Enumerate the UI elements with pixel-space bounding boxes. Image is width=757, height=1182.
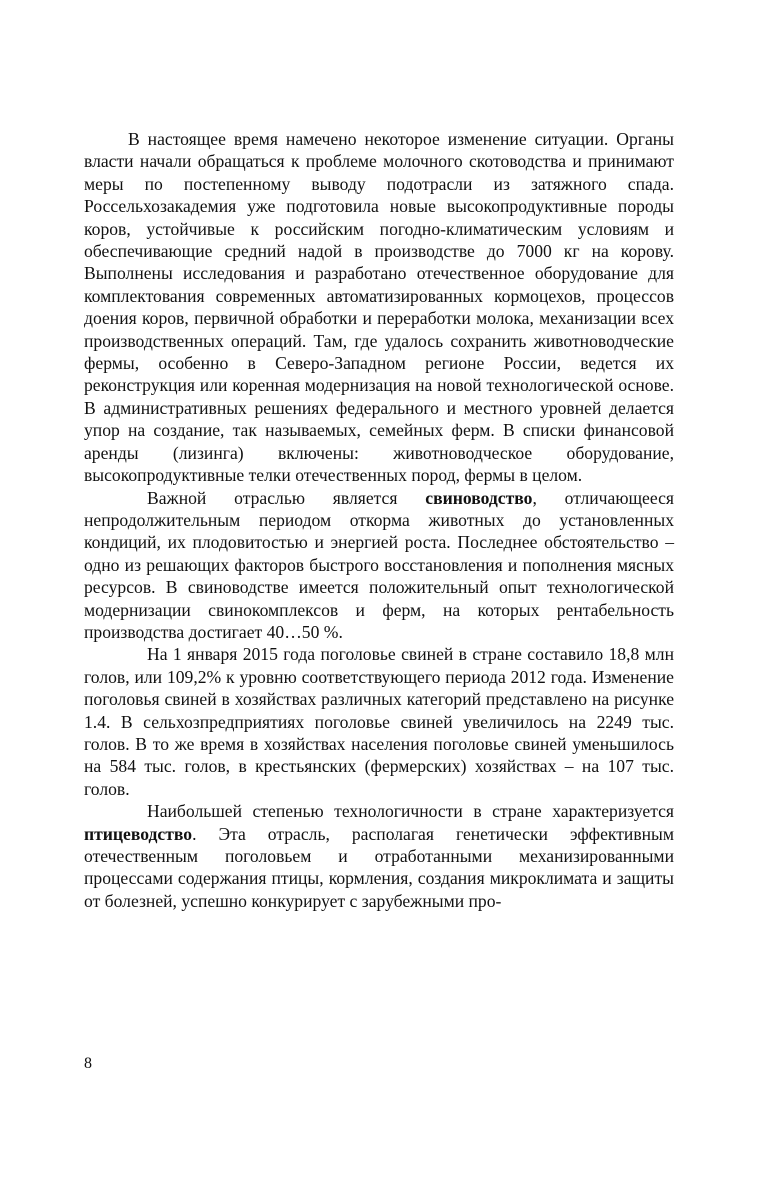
page-number: 8 (84, 1055, 92, 1072)
paragraph-text: Важной отраслью является (147, 487, 426, 508)
bold-term-svinovodstvo: свиноводство (425, 487, 533, 508)
bold-term-ptitsevodstvo: птицеводство (84, 823, 193, 844)
paragraph-pig-farming (84, 487, 674, 644)
paragraph-dairy-farming (84, 128, 674, 487)
paragraph-pig-stock (84, 643, 674, 800)
paragraph-text: , отличающееся непродолжительным периодом откорма животных до установленных кондиций, их плодовитостью и энергией роста. Последнее обстоятельство – одно из решающих факторов быстрого восстановления и пополнения мясных ресурсов. В свиноводстве имеется положительный опыт технологической модернизации свинокомплексов и ферм, на которых рентабельность производства достигает 40…50 %. (84, 487, 674, 642)
body-text (84, 128, 674, 912)
paragraph-text: Наибольшей степенью технологичности в стране характеризуется (147, 801, 674, 822)
paragraph-poultry-farming (84, 800, 674, 912)
paragraph-text: На 1 января 2015 года поголовье свиней в стране составило 18,8 млн голов, или 109,2% к уровню соответствующего периода 2012 года. Изменение поголовья свиней в хозяйствах различных категорий представлено на рисунке 1.4. В сельхозпредприятиях поголовье свиней увеличилось на 2249 тыс. голов. В то же время в хозяйствах населения поголовье свиней уменьшилось на 584 тыс. голов, в крестьянских (фермерских) хозяйствах – на 107 тыс. голов. (84, 644, 674, 799)
paragraph-text: . Эта отрасль, располагая генетически эффективным отечественным поголовьем и отработанными механизированными процессами содержания птицы, кормления, создания микроклимата и защиты от болезней, успешно конкурирует с зарубежными про- (84, 823, 674, 911)
paragraph-text: В настоящее время намечено некоторое изменение ситуации. Органы власти начали обращаться к проблеме молочного скотоводства и принимают меры по постепенному выводу подотрасли из затяжного спада. Россельхозакадемия уже подготовила новые высокопродуктивные породы коров, устойчивые к российским погодно-климатическим условиям и обеспечивающие средний надой в производстве до 7000 кг на корову. Выполнены исследования и разработано отечественное оборудование для комплектования современных автоматизированных кормоцехов, процессов доения коров, первичной обработки и переработки молока, механизации всех производственных операций. Там, где удалось сохранить животноводческие фермы, особенно в Северо-Западном регионе России, ведется их реконструкция или коренная модернизация на новой технологической основе. В административных решениях федерального и местного уровней делается упор на создание, так называемых, семейных ферм. В списки финансовой аренды (лизинга) включены: животноводческое оборудование, высокопродуктивные телки отечественных пород, фермы в целом. (84, 129, 674, 486)
